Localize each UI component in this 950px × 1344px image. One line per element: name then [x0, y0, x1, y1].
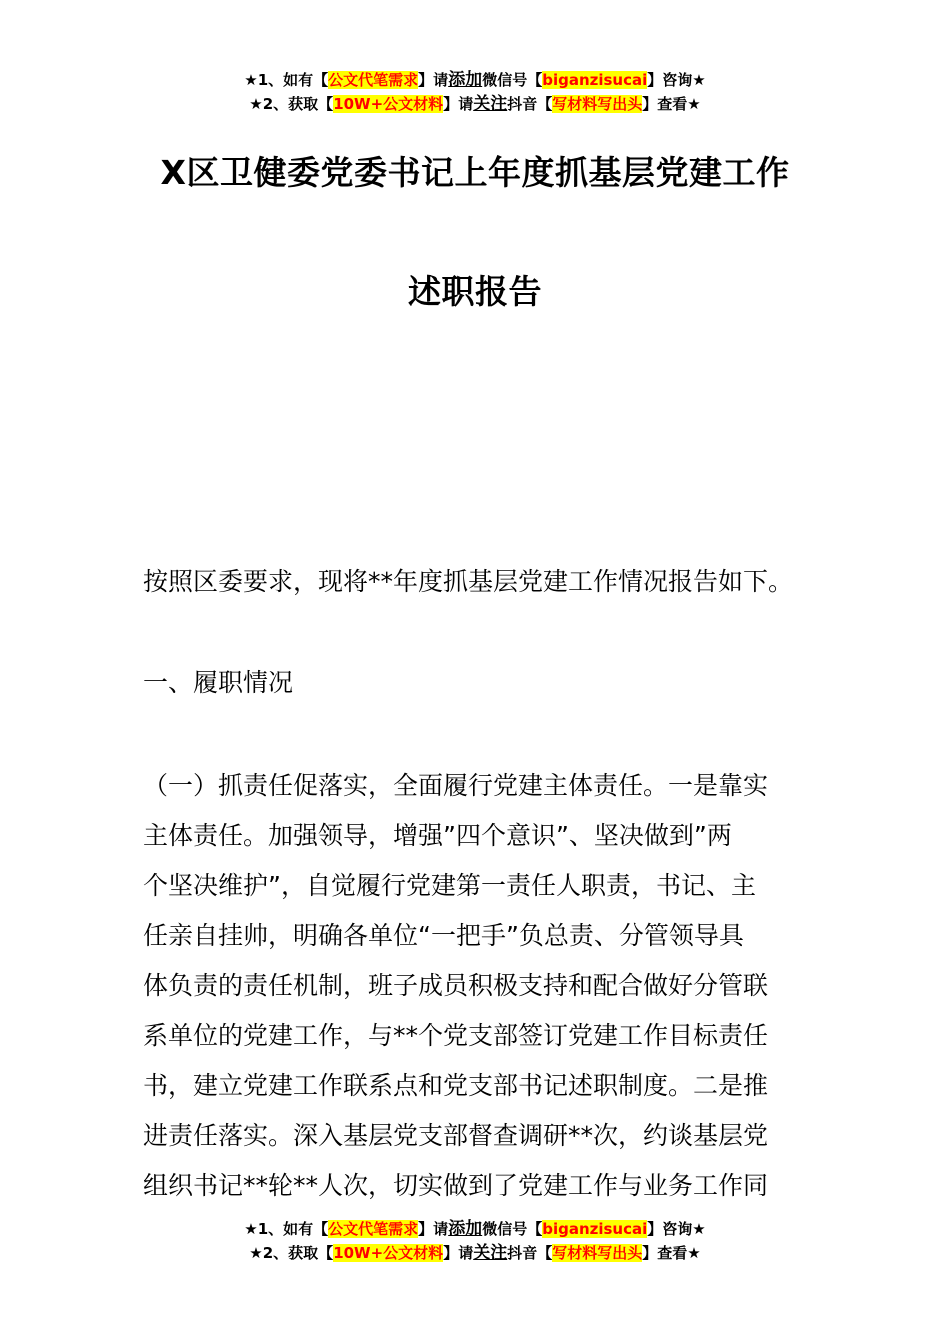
promo-underline: 添加 — [448, 1219, 483, 1239]
promo-text: 微信号【 — [482, 1220, 543, 1238]
promo-banner-bottom — [0, 1217, 950, 1265]
paragraph-line: 组织书记**轮**人次，切实做到了党建工作与业务工作同 — [143, 1171, 769, 1200]
paragraph-line: 进责任落实。深入基层党支部督查调研**次，约谈基层党 — [143, 1121, 769, 1150]
promo-highlight-wechat: biganzisucai — [542, 1220, 648, 1238]
promo-text: 】请 — [418, 71, 449, 89]
paragraph-line: （一）抓责任促落实，全面履行党建主体责任。一是靠实 — [143, 771, 769, 800]
promo-banner-top — [0, 68, 950, 116]
promo-text: 】请 — [418, 1220, 449, 1238]
promo-highlight: 公文代笔需求 — [328, 1220, 419, 1238]
paragraph-line: 个坚决维护”，自觉履行党建第一责任人职责，书记、主 — [143, 871, 756, 900]
promo-highlight-wechat: biganzisucai — [542, 71, 648, 89]
intro-paragraph: 按照区委要求，现将**年度抓基层党建工作情况报告如下。 — [143, 567, 794, 596]
promo-text: ★1、如有【 — [244, 71, 329, 89]
promo-highlight: 公文代笔需求 — [328, 71, 419, 89]
section-heading: 一、履职情况 — [143, 668, 294, 697]
promo-line-2 — [0, 1241, 950, 1265]
promo-text: 抖音【 — [507, 1244, 553, 1262]
paragraph-line: 体负责的责任机制，班子成员积极支持和配合做好分管联 — [143, 971, 769, 1000]
promo-text: ★2、获取【 — [249, 1244, 334, 1262]
promo-text: 】查看★ — [642, 1244, 701, 1262]
promo-highlight: 10W+公文材料 — [333, 95, 444, 113]
promo-text: 】咨询★ — [647, 71, 706, 89]
promo-text: ★1、如有【 — [244, 1220, 329, 1238]
paragraph-line: 书，建立党建工作联系点和党支部书记述职制度。二是推 — [143, 1071, 769, 1100]
promo-text: 】咨询★ — [647, 1220, 706, 1238]
paragraph-line: 系单位的党建工作，与**个党支部签订党建工作目标责任 — [143, 1021, 769, 1050]
document-title-line-1: X区卫健委党委书记上年度抓基层党建工作 — [160, 153, 790, 192]
promo-text: 】查看★ — [642, 95, 701, 113]
paragraph-line: 主体责任。加强领导，增强”四个意识”、坚决做到”两 — [143, 821, 732, 850]
body-paragraph — [143, 761, 807, 1211]
promo-text: ★2、获取【 — [249, 95, 334, 113]
paragraph-line: 任亲自挂帅，明确各单位“一把手”负总责、分管领导具 — [143, 921, 744, 950]
promo-highlight-douyin: 写材料写出头 — [552, 95, 643, 113]
promo-underline: 关注 — [473, 1243, 508, 1263]
document-title-line-2: 述职报告 — [408, 272, 542, 311]
promo-text: 微信号【 — [482, 71, 543, 89]
promo-text: 】请 — [443, 1244, 474, 1262]
promo-highlight-douyin: 写材料写出头 — [552, 1244, 643, 1262]
promo-underline: 添加 — [448, 70, 483, 90]
promo-highlight: 10W+公文材料 — [333, 1244, 444, 1262]
promo-text: 抖音【 — [507, 95, 553, 113]
promo-line-2 — [0, 92, 950, 116]
promo-line-1 — [0, 68, 950, 92]
promo-line-1 — [0, 1217, 950, 1241]
promo-text: 】请 — [443, 95, 474, 113]
promo-underline: 关注 — [473, 94, 508, 114]
